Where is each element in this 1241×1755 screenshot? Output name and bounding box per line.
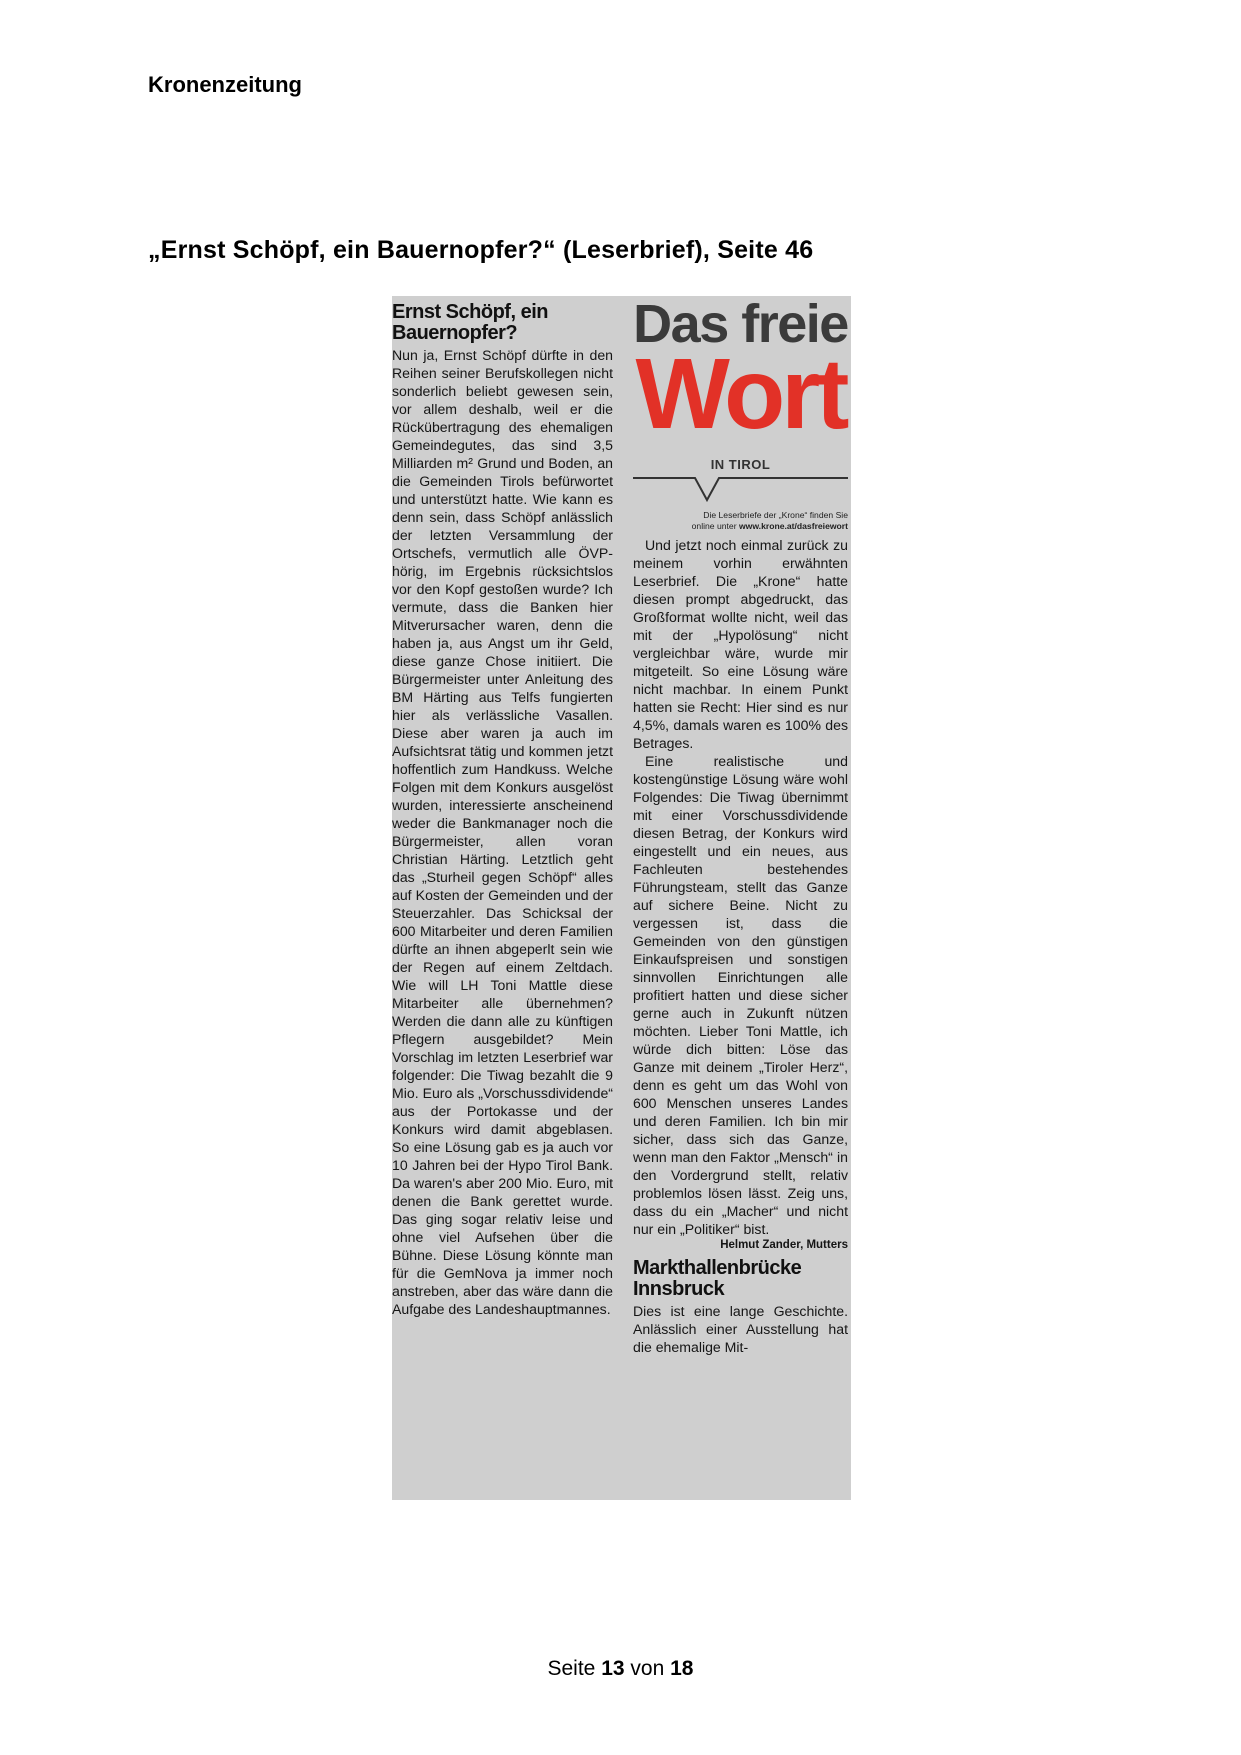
clip-title: „Ernst Schöpf, ein Bauernopfer?“ (Leserbrief), Seite 46: [148, 236, 814, 264]
letter2-headline-line2: Innsbruck: [633, 1278, 725, 1300]
masthead: [633, 296, 848, 536]
letter-continuation-1: Und jetzt noch einmal zurück zu meinem vorhin erwähnten Leserbrief. Die „Krone“ hatte diesen prompt abgedruckt, das Großformat wollte nicht, weil das mit der „Hypolösung“ nicht vergleichbar wäre, wurde mir mitgeteilt. So eine Lösung wäre nicht machbar. In einem Punkt hatten sie Recht: Hier sind es nur 4,5%, damals waren es 100% des Betrages.: [633, 537, 848, 751]
letter2-headline-line1: Markthallenbrücke: [633, 1257, 802, 1279]
letter-headline-line1: Ernst Schöpf, ein: [392, 301, 548, 323]
page-footer: [0, 1657, 1241, 1681]
publication-name: Kronenzeitung: [148, 72, 302, 97]
masthead-note-line1: Die Leserbriefe der „Krone“ finden Sie: [703, 510, 848, 520]
masthead-note-prefix: online unter: [691, 521, 737, 531]
masthead-note: [633, 510, 848, 532]
letter-headline: [392, 302, 613, 344]
footer-current-page: 13: [601, 1657, 625, 1680]
letter-signature: Helmut Zander, Mutters: [720, 1239, 848, 1251]
letter-body: Nun ja, Ernst Schöpf dürfte in den Reihen seiner Berufskollegen nicht sonderlich beliebt gewesen sein, vor allem deshalb, weil er die Rückübertragung des ehemaligen Gemeindegutes, das sind 3,5 Milliarden m² Grund und Boden, an die Gemeinden Tirols befürwortet und unterstützt hatte. Wie kann es denn sein, dass Schöpf anlässlich der letzten Versammlung der Ortschefs, vermutlich alle ÖVP-hörig, im Ergebnis rücksichtslos vor den Kopf gestoßen wurde? Ich vermute, dass die Banken hier Mitverursacher waren, denn die haben ja, aus Angst um ihr Geld, diese ganze Chose initiiert. Die Bürgermeister unter Anleitung des BM Härting aus Telfs fungierten hier als verlässliche Vasallen. Diese aber waren ja auch im Aufsichtsrat tätig und kommen jetzt hoffentlich zum Handkuss. Welche Folgen mit dem Konkurs ausgelöst wurden, interessierte anscheinend weder die Bankmanager noch die Bürgermeister, allen voran Christian Härting. Letztlich geht das „Sturheil gegen Schöpf“ alles auf Kosten der Gemeinden und der Steuerzahler. Das Schicksal der 600 Mitarbeiter und deren Familien dürfte an ihnen abgeperlt sein wie der Regen auf einem Zeltdach. Wie will LH Toni Mattle diese Mitarbeiter alle übernehmen? Werden die dann alle zu künftigen Pflegern ausgebildet? Mein Vorschlag im letzten Leserbrief war folgender: Die Tiwag bezahlt die 9 Mio. Euro als „Vorschussdividende“ aus der Portokasse und der Konkurs wird damit abgeblasen. So eine Lösung gab es ja auch vor 10 Jahren bei der Hypo Tirol Bank. Da waren's aber 200 Mio. Euro, mit denen die Bank gerettet wurde. Das ging sogar relativ leise und ohne viel Aufsehen über die Bühne. Diese Lösung könnte man für die GemNova ja immer noch anstreben, aber das wäre dann die Aufgabe des Landeshauptmannes.: [392, 347, 613, 1317]
letter-continuation-2: Eine realistische und kostengünstige Lösung wäre wohl Folgendes: Die Tiwag übernimmt mit einer Vorschussdividende diesen Betrag, der Konkurs wird eingestellt und ein neues, aus Fachleuten bestehendes Führungsteam, stellt das Ganze auf sichere Beine. Nicht zu vergessen ist, dass die Gemeinden von den günstigen Einkaufspreisen und sonstigen sinnvollen Einrichtungen alle profitiert hatten und diese sicher gerne auch in Zukunft nützen möchten. Lieber Toni Mattle, ich würde dich bitten: Löse das Ganze mit deinem „Tiroler Herz“, denn es geht um das Wohl von 600 Menschen unseres Landes und deren Familien. Ich bin mir sicher, dass sich das Ganze, wenn man den Faktor „Mensch“ in den Vordergrund stellt, relativ problemlos lösen lässt. Zeig uns, dass du ein „Macher“ und nicht nur ein „Politiker“ bist.: [633, 753, 848, 1237]
masthead-line1: Das freie: [633, 296, 848, 354]
masthead-region: IN TIROL: [710, 457, 771, 472]
clipping-left-column: [392, 296, 613, 1318]
masthead-note-url: www.krone.at/dasfreiewort: [738, 521, 848, 531]
footer-middle: von: [630, 1657, 665, 1680]
footer-total-pages: 18: [670, 1657, 694, 1680]
clipping-right-column: [633, 296, 848, 1356]
letter2-headline: [633, 1258, 848, 1300]
letter-headline-line2: Bauernopfer?: [392, 322, 518, 344]
letter2-body: Dies ist eine lange Geschichte. Anlässlich einer Ausstellung hat die ehemalige Mit-: [633, 1303, 848, 1355]
footer-prefix: Seite: [547, 1657, 596, 1680]
newspaper-clipping: [392, 296, 851, 1500]
speech-bubble-icon: [633, 476, 848, 506]
masthead-line2: Wort: [635, 338, 846, 450]
